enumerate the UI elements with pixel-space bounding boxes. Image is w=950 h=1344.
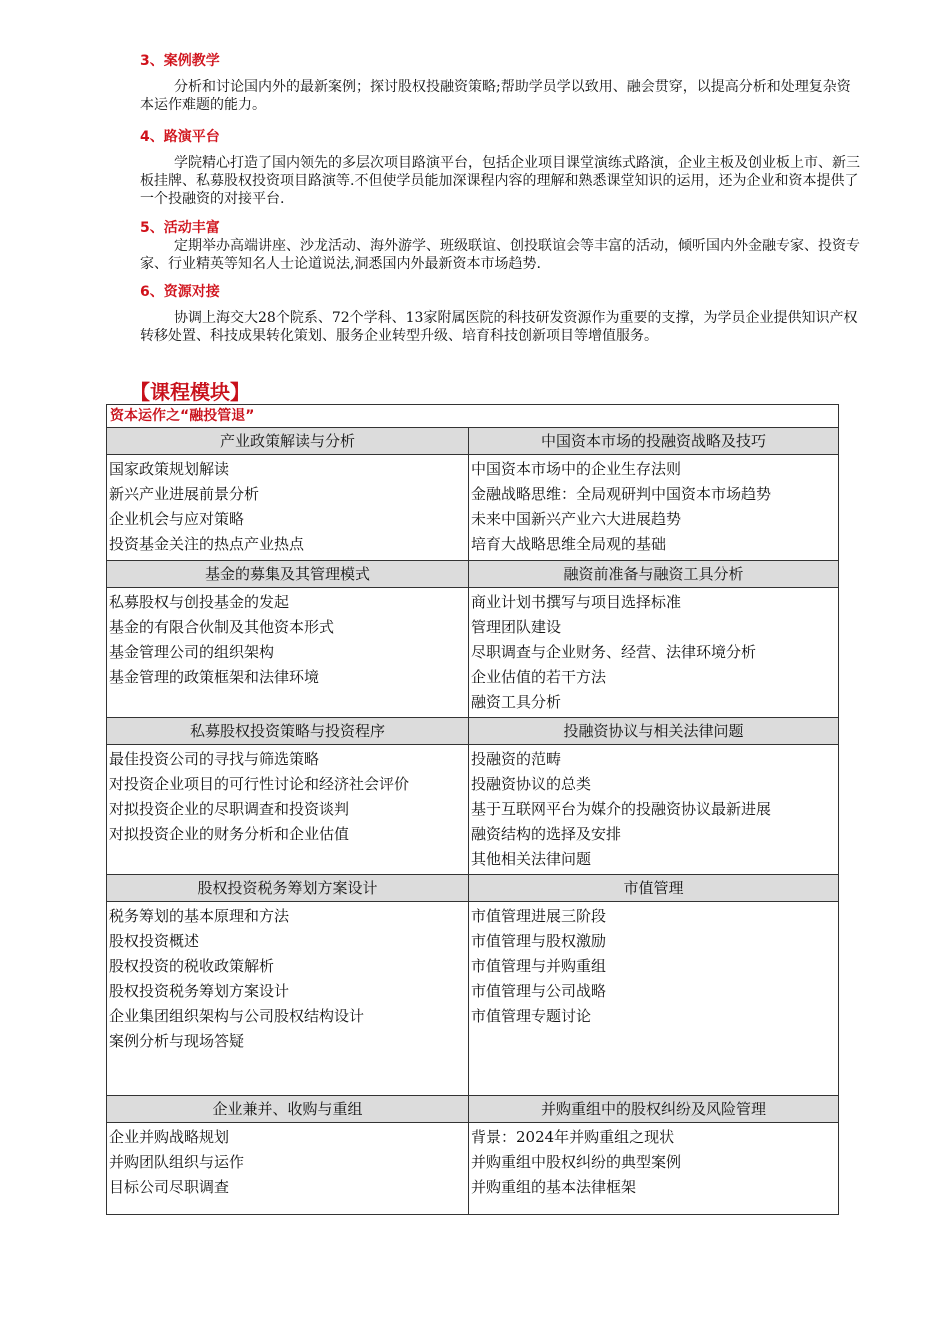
module-items [107,588,469,718]
list-item: 目标公司尽职调查 [109,1178,230,1196]
list-item: 国家政策规划解读 [109,460,230,478]
section-body: 定期举办高端讲座、沙龙活动、海外游学、班级联谊、创投联谊会等丰富的活动，倾听国内外金融专家、投资专家、行业精英等知名人士论道说法,洞悉国内外最新资本市场趋势. [140,238,860,272]
module-heading: 【课程模块】 [130,380,250,404]
list-item: 对拟投资企业的财务分析和企业估值 [109,825,350,843]
module-items [469,455,839,561]
list-item: 新兴产业进展前景分析 [109,485,260,503]
list-item: 税务筹划的基本原理和方法 [109,907,290,925]
module-items [469,1123,839,1215]
list-item: 对拟投资企业的尽职调查和投资谈判 [109,800,350,818]
section-case-teaching [140,52,860,114]
section-body: 学院精心打造了国内领先的多层次项目路演平台，包括企业项目课堂演练式路演，企业主板及创业板上市、新三板挂牌、私募股权投资项目路演等.不但使学员能加深课程内容的理解和熟悉课堂知识的运用，还为企业和资本提供了一个投融资的对接平台. [140,155,860,207]
list-item: 企业机会与应对策略 [109,510,245,528]
list-item: 基于互联网平台为媒介的投融资协议最新进展 [471,800,772,818]
section-title: 3、案例教学 [140,53,220,69]
module-header: 私募股权投资策略与投资程序 [107,718,469,745]
module-items [469,745,839,875]
module-header: 融资前准备与融资工具分析 [469,561,839,588]
module-header: 企业兼并、收购与重组 [107,1096,469,1123]
module-header: 市值管理 [469,875,839,902]
list-item: 市值管理与公司战略 [471,982,607,1000]
list-item: 培育大战略思维全局观的基础 [471,535,667,553]
list-item: 基金管理的政策框架和法律环境 [109,668,320,686]
list-item: 市值管理进展三阶段 [471,907,607,925]
section-body: 分析和讨论国内外的最新案例；探讨股权投融资策略;帮助学员学以致用、融会贯穿，以提高分析和处理复杂资本运作难题的能力。 [140,79,851,113]
module-header: 并购重组中的股权纠纷及风险管理 [469,1096,839,1123]
list-item: 背景：2024年并购重组之现状 [471,1128,675,1146]
list-item: 企业集团组织架构与公司股权结构设计 [109,1007,365,1025]
section-title: 4、路演平台 [140,129,220,145]
list-item: 股权投资的税收政策解析 [109,957,275,975]
list-item: 基金管理公司的组织架构 [109,643,275,661]
section-title: 5、活动丰富 [140,220,220,236]
list-item: 金融战略思维：全局观研判中国资本市场趋势 [471,485,772,503]
list-item: 案例分析与现场答疑 [109,1032,245,1050]
section-activities [140,219,860,273]
list-item: 最佳投资公司的寻找与筛选策略 [109,750,320,768]
list-item: 股权投资概述 [109,932,200,950]
list-item: 基金的有限合伙制及其他资本形式 [109,618,335,636]
list-item: 私募股权与创投基金的发起 [109,593,290,611]
list-item: 融资结构的选择及安排 [471,825,622,843]
module-items [107,1123,469,1215]
table-caption: 资本运作之“融投管退” [107,405,839,428]
module-items [469,902,839,1096]
list-item: 投资基金关注的热点产业热点 [109,535,305,553]
section-body: 协调上海交大28个院系、72个学科、13家附属医院的科技研发资源作为重要的支撑，为学员企业提供知识产权转移处置、科技成果转化策划、服务企业转型升级、培育科技创新项目等增值服务。 [140,310,858,344]
module-header: 股权投资税务筹划方案设计 [107,875,469,902]
course-module-table [106,404,839,1215]
list-item: 投融资的范畴 [471,750,562,768]
module-items [107,745,469,875]
list-item: 投融资协议的总类 [471,775,592,793]
list-item: 其他相关法律问题 [471,850,592,868]
module-header: 投融资协议与相关法律问题 [469,718,839,745]
list-item: 市值管理与股权激励 [471,932,607,950]
section-title: 6、资源对接 [140,284,220,300]
list-item: 商业计划书撰写与项目选择标准 [471,593,682,611]
list-item: 股权投资税务筹划方案设计 [109,982,290,1000]
module-header: 产业政策解读与分析 [107,428,469,455]
list-item: 市值管理专题讨论 [471,1007,592,1025]
list-item: 并购重组中股权纠纷的典型案例 [471,1153,682,1171]
list-item: 中国资本市场中的企业生存法则 [471,460,682,478]
module-items [107,902,469,1096]
list-item: 未来中国新兴产业六大进展趋势 [471,510,682,528]
section-roadshow [140,128,860,208]
module-header: 基金的募集及其管理模式 [107,561,469,588]
list-item: 融资工具分析 [471,693,562,711]
module-items [107,455,469,561]
module-header: 中国资本市场的投融资战略及技巧 [469,428,839,455]
section-resources [140,283,860,345]
list-item: 尽职调查与企业财务、经营、法律环境分析 [471,643,757,661]
list-item: 市值管理与并购重组 [471,957,607,975]
module-items [469,588,839,718]
list-item: 企业并购战略规划 [109,1128,230,1146]
list-item: 并购团队组织与运作 [109,1153,245,1171]
list-item: 管理团队建设 [471,618,562,636]
list-item: 企业估值的若干方法 [471,668,607,686]
list-item: 对投资企业项目的可行性讨论和经济社会评价 [109,775,410,793]
list-item: 并购重组的基本法律框架 [471,1178,637,1196]
